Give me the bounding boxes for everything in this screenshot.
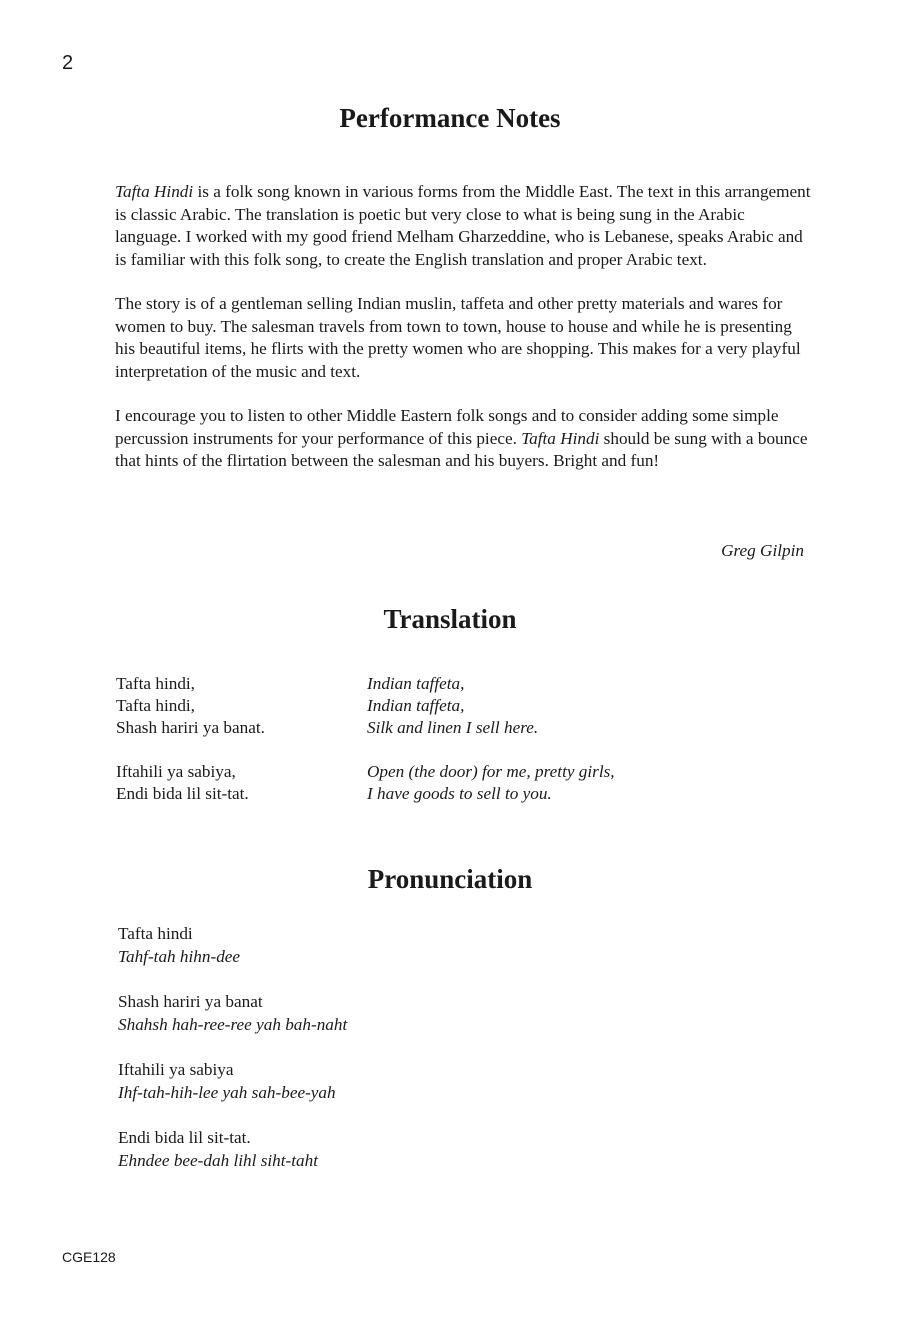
lyric-line: Shash hariri ya banat [118, 992, 263, 1011]
catalog-code: CGE128 [62, 1249, 116, 1265]
translation-verse-2 [116, 761, 615, 805]
translation-row [116, 783, 615, 805]
author-signature: Greg Gilpin [721, 541, 804, 560]
english-line: Indian taffeta, [367, 674, 465, 693]
arabic-line: Iftahili ya sabiya, [116, 762, 236, 781]
pronunciation-item [118, 990, 347, 1036]
pronunciation-item [118, 1058, 347, 1104]
phonetic-line: Ehndee bee-dah lihl siht-taht [118, 1151, 318, 1170]
translation-row [116, 673, 615, 695]
translation-table [116, 673, 615, 827]
lyric-line: Endi bida lil sit-tat. [118, 1128, 251, 1147]
notes-paragraph-3-text-a: I encourage you to listen to other Middle Eastern folk songs and to consider adding some simple percussion instruments for your performance of this piece. [115, 406, 779, 448]
lyric-line: Tafta hindi [118, 924, 193, 943]
english-line: Indian taffeta, [367, 696, 465, 715]
page-number: 2 [62, 52, 74, 74]
pronunciation-list [118, 922, 347, 1194]
notes-paragraph-1 [115, 181, 815, 271]
song-title-italic: Tafta Hindi [521, 428, 600, 448]
translation-title: Translation [383, 604, 517, 634]
pronunciation-item [118, 1126, 347, 1172]
phonetic-line: Tahf-tah hihn-dee [118, 947, 241, 966]
pronunciation-item [118, 922, 347, 968]
performance-notes-body [115, 181, 815, 495]
translation-row [116, 695, 615, 717]
english-line: Open (the door) for me, pretty girls, [367, 762, 615, 781]
performance-notes-title: Performance Notes [339, 103, 561, 133]
phonetic-line: Ihf-tah-hih-lee yah sah-bee-yah [118, 1083, 336, 1102]
arabic-line: Endi bida lil sit-tat. [116, 784, 249, 803]
notes-paragraph-1-text: is a folk song known in various forms from the Middle East. The text in this arrangement is classic Arabic. The translation is poetic but very close to what is being sung in the Arabic language. I worked with my good friend Melham Gharzeddine, who is Lebanese, speaks Arabic and is familiar with this folk song, to create the English translation and proper Arabic text. [115, 182, 811, 269]
translation-row [116, 717, 615, 739]
song-title-italic: Tafta Hindi [115, 182, 194, 201]
english-line: I have goods to sell to you. [367, 784, 552, 803]
notes-paragraph-2: The story is of a gentleman selling Indian muslin, taffeta and other pretty materials and wares for women to buy. The salesman travels from town to town, house to house and while he is presenting his beautiful items, he flirts with the pretty women who are shopping. This makes for a very playful interpretation of the music and text. [115, 294, 801, 381]
notes-paragraph-3-text-b: should be sung with a bounce that hints of the flirtation between the salesman and his buyers. Bright and fun! [115, 428, 808, 470]
notes-paragraph-3 [115, 405, 815, 473]
pronunciation-title: Pronunciation [367, 864, 533, 894]
phonetic-line: Shahsh hah-ree-ree yah bah-naht [118, 1015, 348, 1034]
lyric-line: Iftahili ya sabiya [118, 1060, 234, 1079]
arabic-line: Tafta hindi, [116, 696, 195, 715]
english-line: Silk and linen I sell here. [367, 718, 539, 737]
translation-row [116, 761, 615, 783]
arabic-line: Tafta hindi, [116, 674, 195, 693]
arabic-line: Shash hariri ya banat. [116, 718, 265, 737]
translation-verse-1 [116, 673, 615, 739]
